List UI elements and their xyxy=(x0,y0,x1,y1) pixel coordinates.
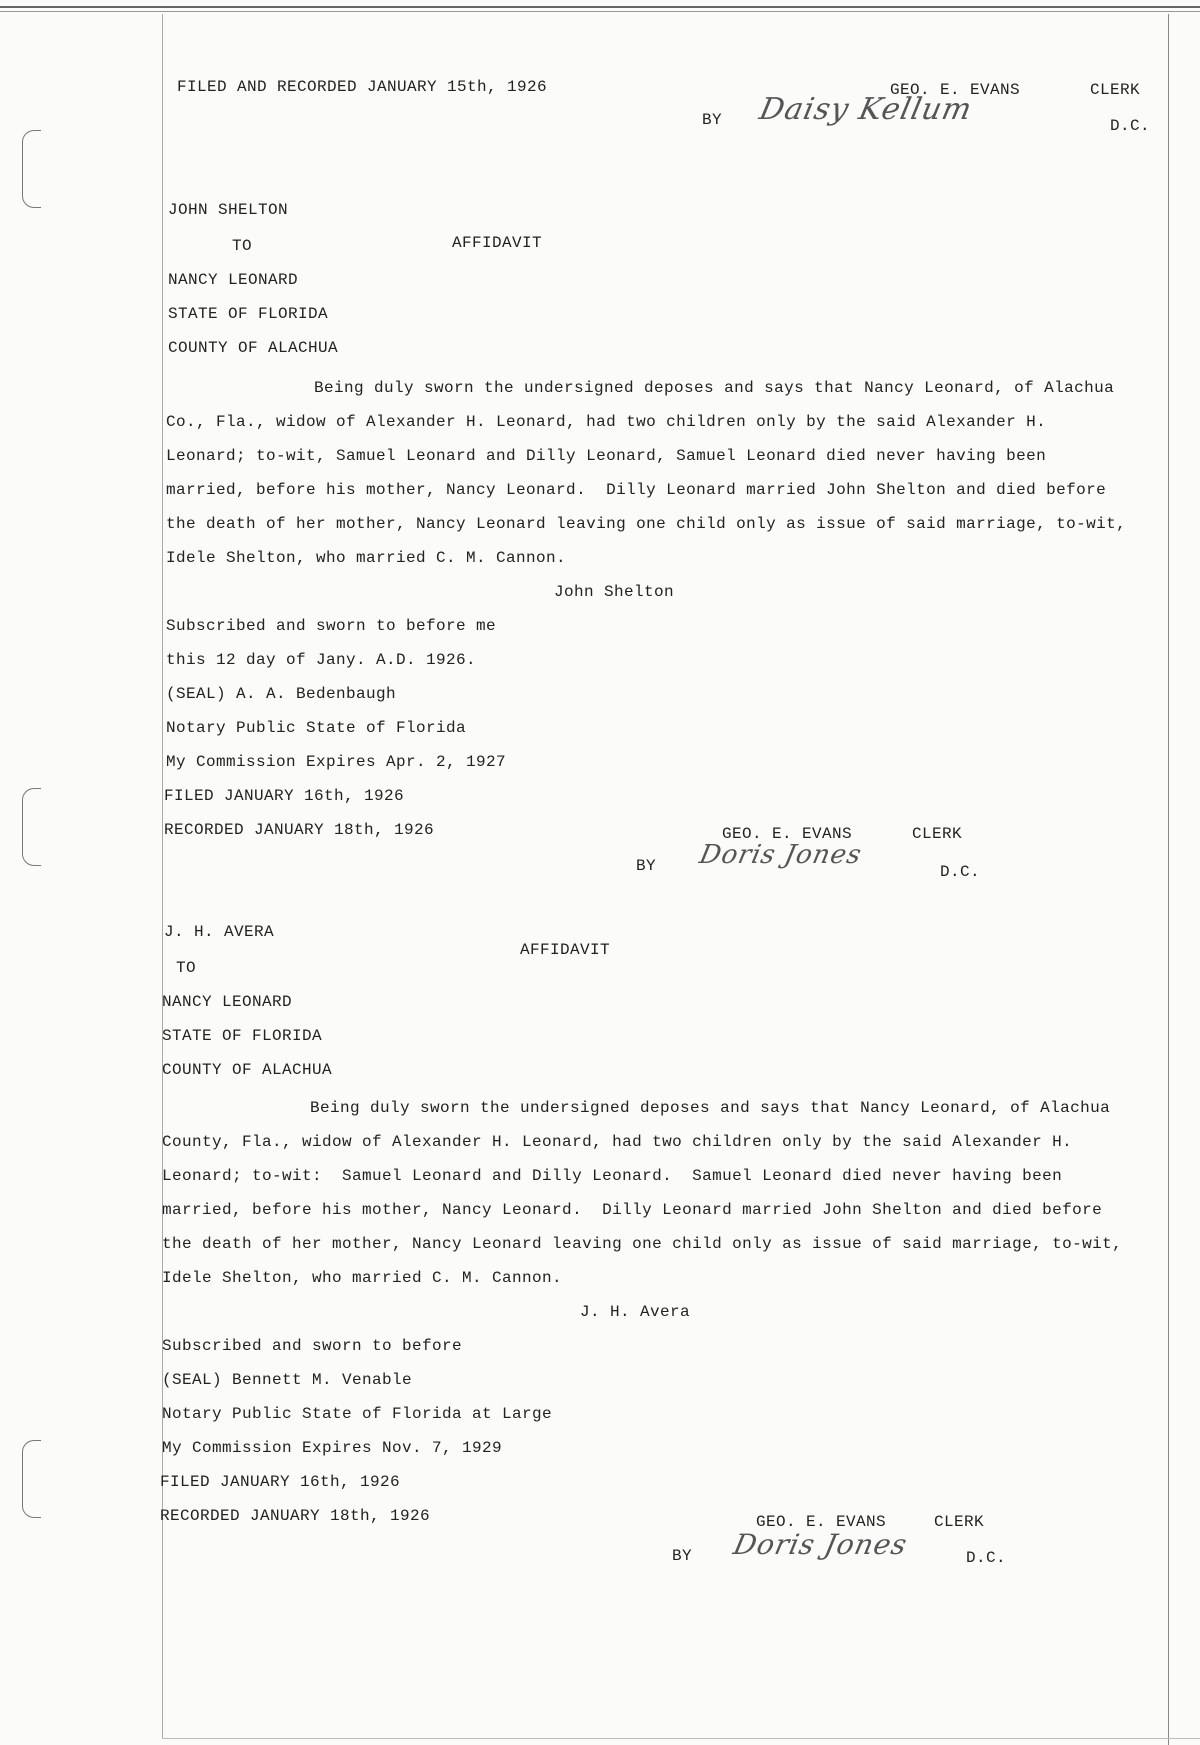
county-line: COUNTY OF ALACHUA xyxy=(162,1061,333,1079)
clerk-name: GEO. E. EVANS xyxy=(722,825,853,843)
clerk-title: CLERK xyxy=(912,825,963,843)
top-border-line xyxy=(0,6,1200,8)
state-line: STATE OF FLORIDA xyxy=(168,305,329,323)
jurat-line: (SEAL) Bennett M. Venable xyxy=(162,1371,413,1389)
jurat-line: Notary Public State of Florida at Large xyxy=(162,1405,553,1423)
by-label: BY xyxy=(672,1547,693,1565)
binder-hole-middle xyxy=(22,788,41,866)
body-line: County, Fla., widow of Alexander H. Leonard, had two children only by the said Alexander H. xyxy=(162,1133,1073,1151)
signer-name: J. H. Avera xyxy=(580,1303,691,1321)
body-line: Being duly sworn the undersigned deposes and says that Nancy Leonard, of Alachua xyxy=(310,1099,1111,1117)
jurat-line: FILED JANUARY 16th, 1926 xyxy=(164,787,405,805)
body-line: married, before his mother, Nancy Leonard. Dilly Leonard married John Shelton and died before xyxy=(166,481,1107,499)
signer-name: John Shelton xyxy=(554,583,675,601)
binder-hole-bottom xyxy=(22,1440,41,1518)
jurat-line: My Commission Expires Apr. 2, 1927 xyxy=(166,753,507,771)
party-from: J. H. AVERA xyxy=(164,923,275,941)
state-line: STATE OF FLORIDA xyxy=(162,1027,323,1045)
by-label: BY xyxy=(702,111,723,129)
deputy-clerk-label: D.C. xyxy=(1110,117,1151,135)
jurat-line: this 12 day of Jany. A.D. 1926. xyxy=(166,651,477,669)
clerk-name: GEO. E. EVANS xyxy=(890,81,1021,99)
by-label: BY xyxy=(636,857,657,875)
jurat-line: FILED JANUARY 16th, 1926 xyxy=(160,1473,401,1491)
clerk-signature: Doris Jones xyxy=(730,1528,911,1561)
affidavit-title: AFFIDAVIT xyxy=(452,234,543,252)
jurat-line: Subscribed and sworn to before xyxy=(162,1337,463,1355)
deputy-clerk-label: D.C. xyxy=(966,1549,1007,1567)
top-border-line-thin xyxy=(0,11,1200,12)
clerk-name: GEO. E. EVANS xyxy=(756,1513,887,1531)
jurat-line: RECORDED JANUARY 18th, 1926 xyxy=(160,1507,431,1525)
jurat-line: My Commission Expires Nov. 7, 1929 xyxy=(162,1439,503,1457)
body-line: Idele Shelton, who married C. M. Cannon. xyxy=(166,549,567,567)
body-line: Leonard; to-wit: Samuel Leonard and Dilly Leonard. Samuel Leonard died never having been xyxy=(162,1167,1063,1185)
deputy-clerk-label: D.C. xyxy=(940,863,981,881)
binder-hole-top xyxy=(22,130,41,208)
clerk-signature: Daisy Kellum xyxy=(756,92,976,127)
party-from: JOHN SHELTON xyxy=(168,201,289,219)
jurat-line: Subscribed and sworn to before me xyxy=(166,617,497,635)
bottom-edge-line xyxy=(162,1738,1200,1739)
clerk-title: CLERK xyxy=(1090,81,1141,99)
body-line: Being duly sworn the undersigned deposes and says that Nancy Leonard, of Alachua xyxy=(314,379,1115,397)
body-line: Idele Shelton, who married C. M. Cannon. xyxy=(162,1269,563,1287)
body-line: Leonard; to-wit, Samuel Leonard and Dilly Leonard, Samuel Leonard died never having been xyxy=(166,447,1047,465)
clerk-signature: Doris Jones xyxy=(696,840,865,870)
right-edge-line xyxy=(1168,14,1169,1745)
to-label: TO xyxy=(232,237,253,255)
body-line: the death of her mother, Nancy Leonard leaving one child only as issue of said marriage, to-wit, xyxy=(162,1235,1123,1253)
body-line: the death of her mother, Nancy Leonard leaving one child only as issue of said marriage, to-wit, xyxy=(166,515,1127,533)
party-to: NANCY LEONARD xyxy=(168,271,299,289)
jurat-line: Notary Public State of Florida xyxy=(166,719,467,737)
clerk-title: CLERK xyxy=(934,1513,985,1531)
to-label: TO xyxy=(176,959,197,977)
county-line: COUNTY OF ALACHUA xyxy=(168,339,339,357)
body-line: married, before his mother, Nancy Leonard. Dilly Leonard married John Shelton and died before xyxy=(162,1201,1103,1219)
body-line: Co., Fla., widow of Alexander H. Leonard, had two children only by the said Alexander H. xyxy=(166,413,1047,431)
jurat-line: (SEAL) A. A. Bedenbaugh xyxy=(166,685,397,703)
jurat-line: RECORDED JANUARY 18th, 1926 xyxy=(164,821,435,839)
affidavit-title: AFFIDAVIT xyxy=(520,941,611,959)
filed-recorded-line: FILED AND RECORDED JANUARY 15th, 1926 xyxy=(177,78,548,96)
party-to: NANCY LEONARD xyxy=(162,993,293,1011)
